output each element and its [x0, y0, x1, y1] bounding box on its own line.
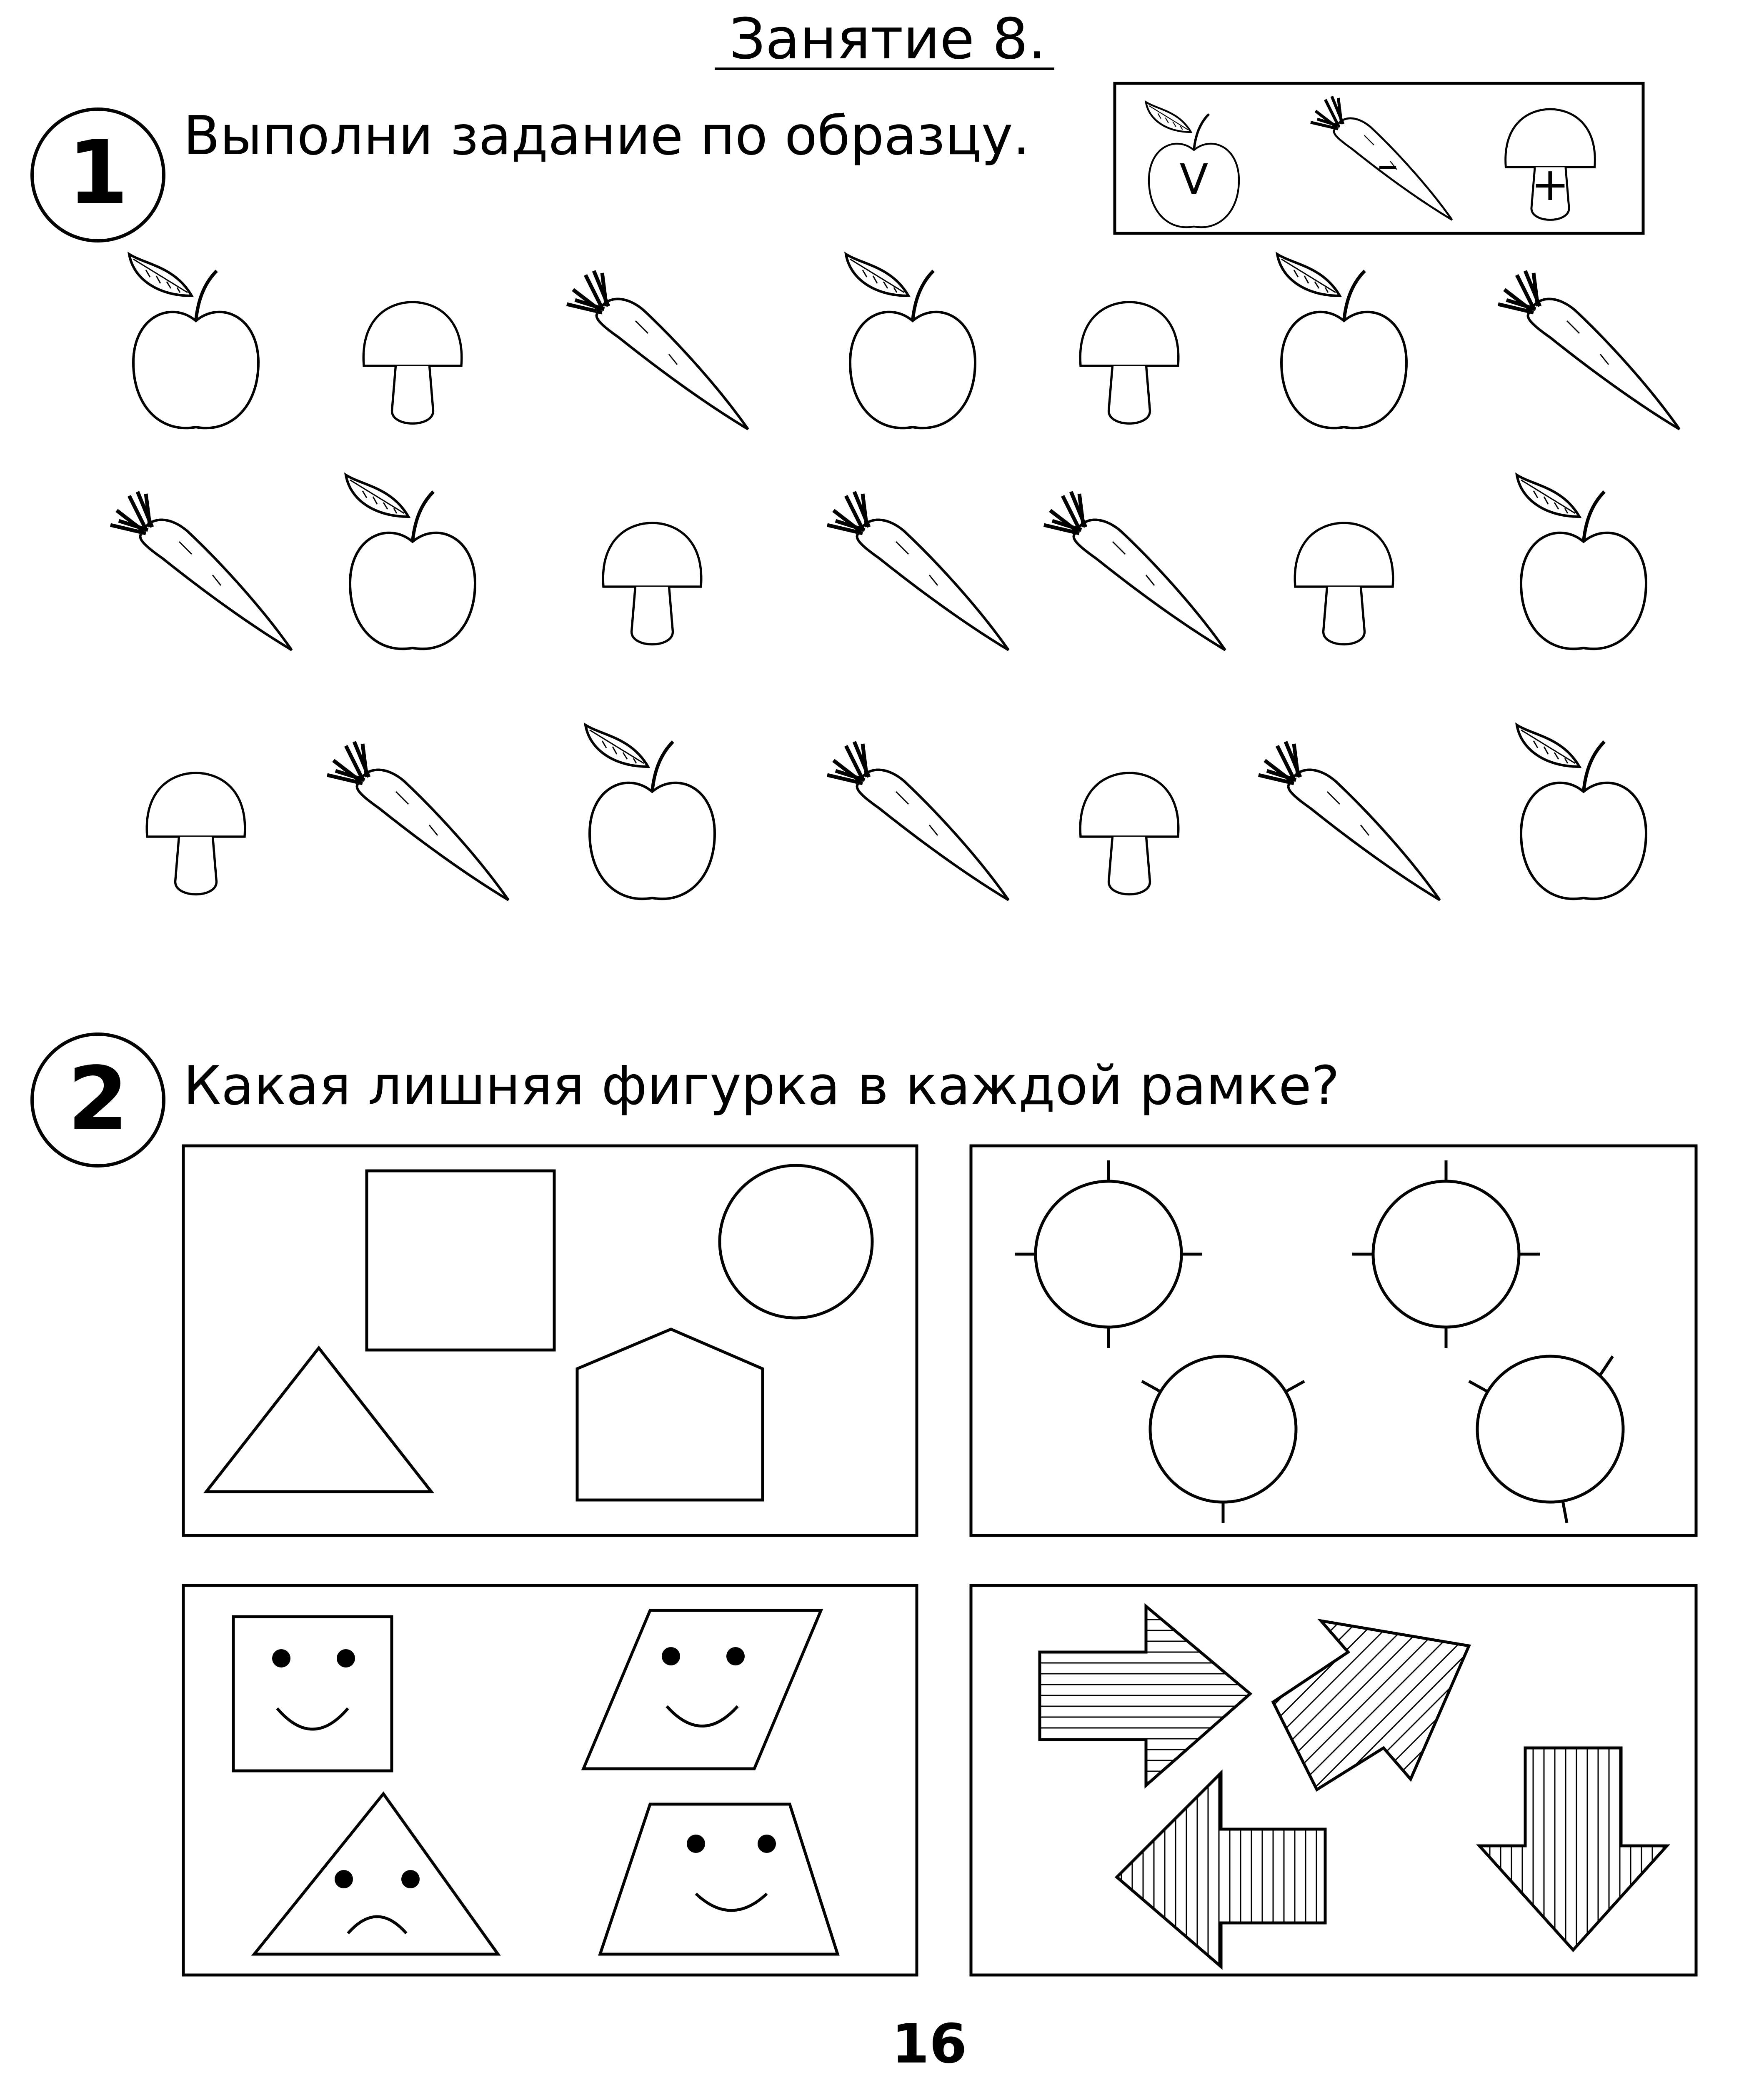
carrot-picture[interactable]	[567, 271, 748, 429]
mushroom-picture[interactable]	[363, 302, 462, 423]
apple-picture[interactable]	[585, 725, 715, 899]
square-shape[interactable]	[367, 1171, 554, 1350]
task2-question: Какая лишняя фигурка в каждой рамке?	[183, 1055, 1340, 1117]
task1-instruction: Выполни задание по образцу.	[183, 105, 1030, 167]
task2-badge	[32, 1034, 164, 1166]
frame-faces	[183, 1585, 917, 1975]
apple-picture[interactable]	[129, 254, 258, 428]
task1-legend	[1115, 83, 1643, 233]
frame-arrows	[971, 1585, 1696, 1975]
legend-carrot-mark: –	[1377, 140, 1398, 189]
carrot-picture[interactable]	[1259, 742, 1440, 900]
mushroom-picture[interactable]	[1080, 302, 1179, 423]
square-smile-face[interactable]	[233, 1617, 392, 1771]
apple-picture[interactable]	[846, 254, 975, 428]
frame-circles	[971, 1146, 1696, 1535]
apple-picture[interactable]	[1517, 475, 1646, 649]
page-number: 16	[891, 2012, 967, 2075]
mushroom-picture[interactable]	[603, 523, 701, 644]
lesson-title: Занятие 8.	[729, 6, 1046, 72]
task1-number: 1	[67, 122, 129, 224]
carrot-picture[interactable]	[827, 492, 1008, 650]
task1-badge	[32, 109, 164, 241]
carrot-picture[interactable]	[1498, 271, 1679, 429]
task2-number: 2	[67, 1048, 129, 1150]
carrot-picture[interactable]	[827, 742, 1008, 900]
carrot-picture[interactable]	[327, 742, 508, 900]
apple-picture[interactable]	[1517, 725, 1646, 899]
legend-mushroom-mark: +	[1531, 158, 1570, 211]
apple-picture[interactable]	[346, 475, 475, 649]
frame-shapes	[183, 1146, 917, 1535]
carrot-picture[interactable]	[110, 492, 292, 650]
carrot-picture[interactable]	[1044, 492, 1225, 650]
circle-shape[interactable]	[720, 1165, 872, 1318]
task1-picture-grid	[110, 254, 1679, 900]
mushroom-picture[interactable]	[1080, 773, 1179, 894]
mushroom-picture[interactable]	[1295, 523, 1393, 644]
mushroom-picture[interactable]	[147, 773, 245, 894]
apple-picture[interactable]	[1277, 254, 1406, 428]
legend-apple-mark: V	[1179, 155, 1209, 204]
